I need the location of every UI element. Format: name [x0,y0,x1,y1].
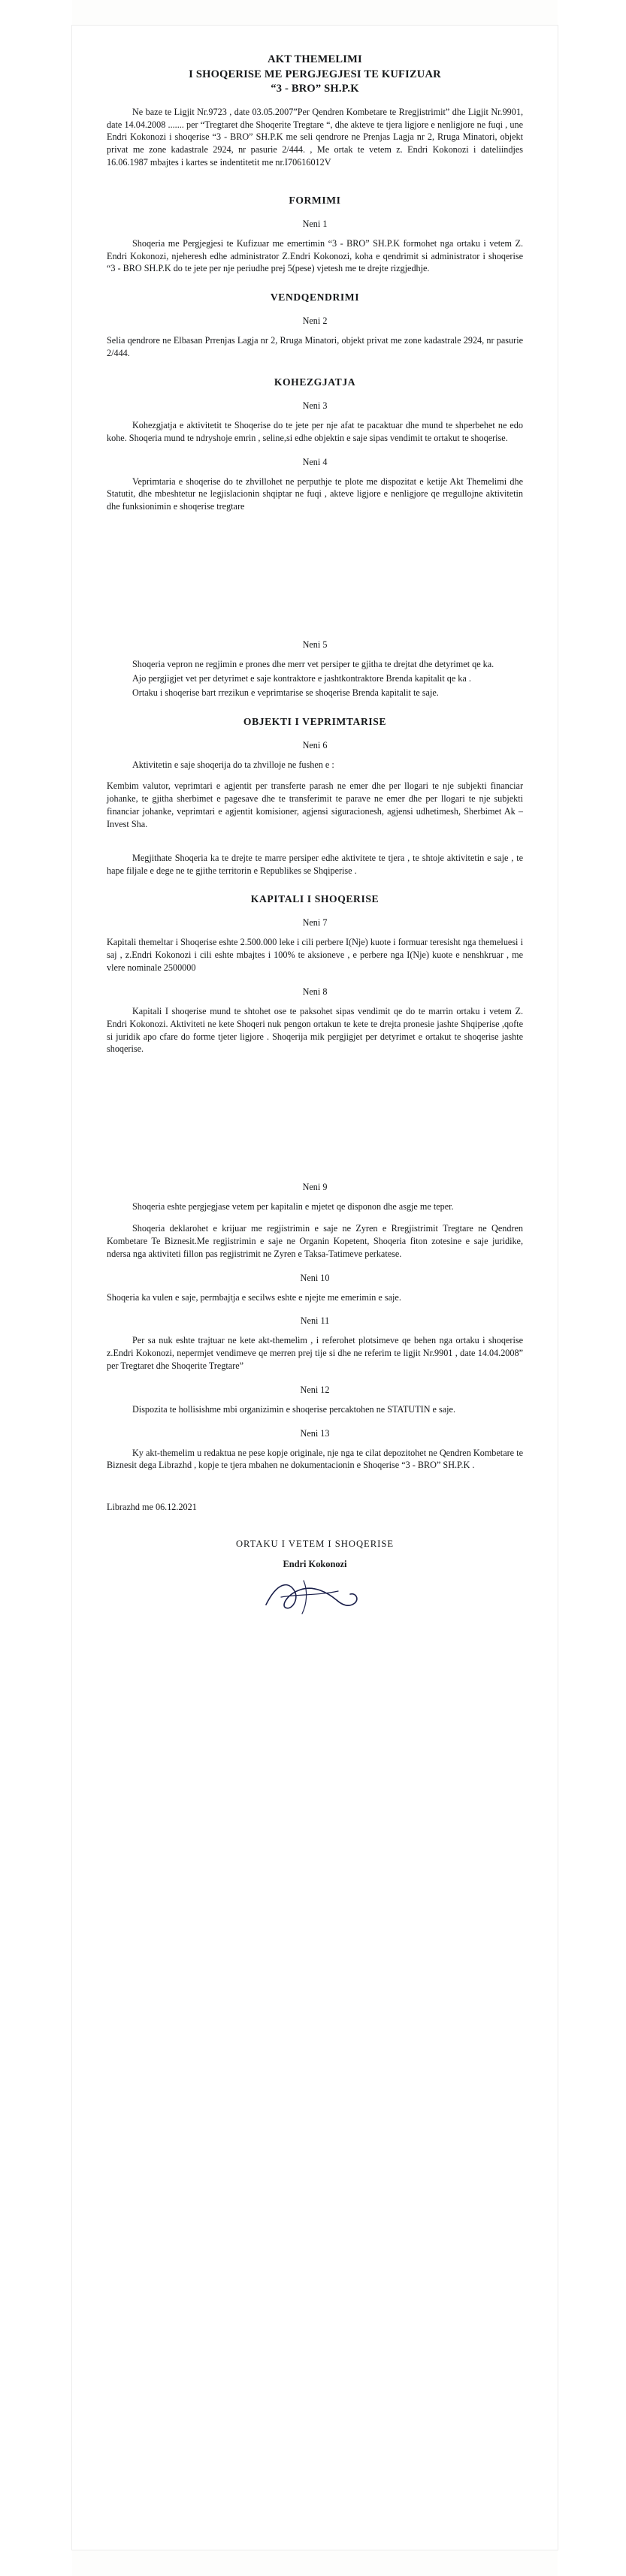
article-paragraph-4-1: Veprimtaria e shoqerise do te zhvillohet ne perputhje te plote me dispozitat e ketije Akt Themelimi dhe Statutit, dhe mbeshtetur ne legjislacionin shqiptar ne fuqi , akteve ligjore e nenligjore qe rregullojne aktivitetin dhe funksionimin e shoqerise tregtare [107,476,523,512]
article-paragraph-11-1: Per sa nuk eshte trajtuar ne kete akt-themelim , i referohet plotsimeve qe behen nga ortaku i shoqerise z.Endri Kokonozi, nepermjet vendimeve qe merren prej tije si dhe ne referim te ligjit Nr.9901 , date 14.04.2008” per Tregtaret dhe Shoqerite Tregtare” [107,1335,523,1371]
article-label-neni-4: Neni 4 [302,456,328,467]
article-paragraph-9-2: Shoqeria deklarohet e krijuar me regjistrimin e saje ne Zyren e Rregjistrimit Tregtare ne Qendren Kombetare Te Biznesit.Me regjistrimin e saje ne Organin Kopetent, Shoqeria fiton zotesine e saje juridike, ndersa nga aktiviteti fillon pas regjistrimit ne Zyren e Taksa-Tatimeve perkatese. [107,1223,523,1259]
article-paragraph-9-1: Shoqeria eshte pergjegjase vetem per kapitalin e mjetet qe disponon dhe asgje me teper. [132,1201,454,1213]
document-sheet [72,26,558,2550]
article-label-neni-12: Neni 12 [300,1384,330,1395]
article-label-neni-1: Neni 1 [302,218,328,229]
article-label-neni-5: Neni 5 [302,639,328,651]
article-paragraph-5-3: Ortaku i shoqerise bart rrezikun e veprimtarise se shoqerise Brenda kapitalit te saje. [132,687,439,698]
article-label-neni-11: Neni 11 [300,1315,330,1327]
title-line-1: AKT THEMELIMI [268,53,362,65]
title-line-3: “3 - BRO” SH.P.K [271,83,359,95]
section-heading-vendqendrimi: VENDQENDRIMI [270,291,360,304]
article-paragraph-6-2: Kembim valutor, veprimtari e agjentit per transferte parash ne emer dhe per llogari te nje subjekti financiar johanke, te gjitha sherbimet e pagesave dhe te transferimit te parave ne emer dhe per llogari te nje subjekti financiar johanke, veprimtari e agjentit komisioner, agjensi siguracionesh, agjensi udhetimesh, Sherbimet Ak – Invest Sha. [107,781,523,829]
place-and-date: Librazhd me 06.12.2021 [107,1502,197,1513]
article-label-neni-10: Neni 10 [300,1272,330,1283]
article-label-neni-9: Neni 9 [302,1182,328,1193]
article-paragraph-6-3: Megjithate Shoqeria ka te drejte te marre persiper edhe aktivitete te tjera , te shtoje aktivitetin e saje , te hape filjale e dege ne te gjithe territorin e Republikes se Shqiperise . [107,852,523,876]
page-title [107,53,523,97]
article-label-neni-6: Neni 6 [302,739,328,750]
page-left-margin [0,0,72,2576]
article-paragraph-1-1: Shoqeria me Pergjegjesi te Kufizuar me emertimin “3 - BRO” SH.P.K formohet nga ortaku i vetem Z. Endri Kokonozi, njeheresh edhe administrator Z.Endri Kokonozi, koha e qendrimit si administrator i shoqerise “3 - BRO SH.P.K do te jete per nje periudhe prej 5(pese) vjetesh me te drejte rizgjedhje. [107,237,523,274]
signature-block [107,1502,523,1620]
article-paragraph-5-1: Shoqeria vepron ne regjimin e prones dhe merr vet persiper te gjitha te drejtat dhe detyrimet qe ka. [132,659,494,670]
article-label-neni-13: Neni 13 [300,1427,330,1439]
article-label-neni-2: Neni 2 [302,316,328,327]
section-heading-kapitali-i-shoqerise: KAPITALI I SHOQERISE [250,893,380,905]
signature-heading: ORTAKU I VETEM I SHOQERISE [235,1539,395,1550]
document-content [72,26,558,1692]
article-paragraph-7-1: Kapitali themeltar i Shoqerise eshte 2.500.000 leke i cili perbere I(Nje) kuote i formuar teresisht nga themeluesi i saj , z.Endri Kokonozi i cili eshte mbajtes i 100% te aksioneve , e perbere nga I(Nje) kuote e nenshkruar , me vlere nominale 2500000 [107,937,523,974]
title-line-2: I SHOQERISE ME PERGJEGJESI TE KUFIZUAR [189,68,441,80]
section-heading-objekti-i-veprimtarise: OBJEKTI I VEPRIMTARISE [243,715,387,727]
article-paragraph-2-1: Selia qendrore ne Elbasan Prrenjas Lagja nr 2, Rruga Minatori, objekt privat me zone kadastrale 2924, nr pasurie 2/444. [107,335,523,359]
article-label-neni-7: Neni 7 [302,917,328,929]
page-right-margin [558,0,626,2576]
article-paragraph-5-2: Ajo pergjigjet vet per detyrimet e saje kontraktore e jashtkontraktore Brenda kapitalit qe ka . [132,672,471,684]
article-paragraph-3-1: Kohezgjatja e aktivitetit te Shoqerise do te jete per nje afat te pacaktuar dhe mund te shperbehet ne edo kohe. Shoqeria mund te ndryshoje emrin , seline,si edhe objektin e saje sipas vendimit te ortakut te shoqerise. [107,419,523,443]
intro-paragraph: Ne baze te Ligjit Nr.9723 , date 03.05.2007”Per Qendren Kombetare te Rregjistrimit” dhe Ligjit Nr.9901, date 14.04.2008 ....... per “Tregtaret dhe Shoqerite Tregtare “, dhe akteve te tjera ligjore e nenligjore ne fuqi , une Endri Kokonozi i shoqerise “3 - BRO” SH.P.K me seli qendrore ne Prenjas Lagja nr 2, Rruga Minatori, objekt privat me zone kadastrale 2924, nr pasurie 2/444. , Me ortak te vetem z. Endri Kokonozi i dateliindjes 16.06.1987 mbajtes i kartes se indentitetit me nr.I70616012V [107,106,523,168]
article-label-neni-8: Neni 8 [302,986,328,997]
article-label-neni-3: Neni 3 [302,400,328,411]
article-paragraph-6-1: Aktivitetin e saje shoqerija do ta zhvilloje ne fushen e : [132,759,334,770]
article-paragraph-12-1: Dispozita te hollisishme mbi organizimin e shoqerise percaktohen ne STATUTIN e saje. [132,1403,455,1415]
article-paragraph-8-1: Kapitali I shoqerise mund te shtohet ose te paksohet sipas vendimit qe do te marrin ortaku i vetem Z. Endri Kokonozi. Aktiviteti ne kete Shoqeri nuk pengon ortakun te kete te drejta pronesie jashte Shqiperise ,qofte si juridik apo cfare do forme tjeter ligjore . Shoqerija mik pergjigjet per detyrimet e ortakut te shoqerise jashte shoqerise. [107,1005,523,1055]
signature-name: Endri Kokonozi [283,1559,347,1570]
section-heading-kohezgjatja: KOHEZGJATJA [274,376,356,388]
article-paragraph-13-1: Ky akt-themelim u redaktua ne pese kopje originale, nje nga te cilat depozitohet ne Qendren Kombetare te Biznesit dega Librazhd , kopje te tjera mbahen ne dokumentacionin e Shoqerise “3 - BRO” SH.P.K . [107,1447,523,1471]
section-heading-formimi: FORMIMI [289,194,341,206]
handwritten-signature-icon [259,1575,371,1620]
article-paragraph-10-1: Shoqeria ka vulen e saje, permbajtja e secilws eshte e njejte me emerimin e saje. [107,1291,401,1303]
